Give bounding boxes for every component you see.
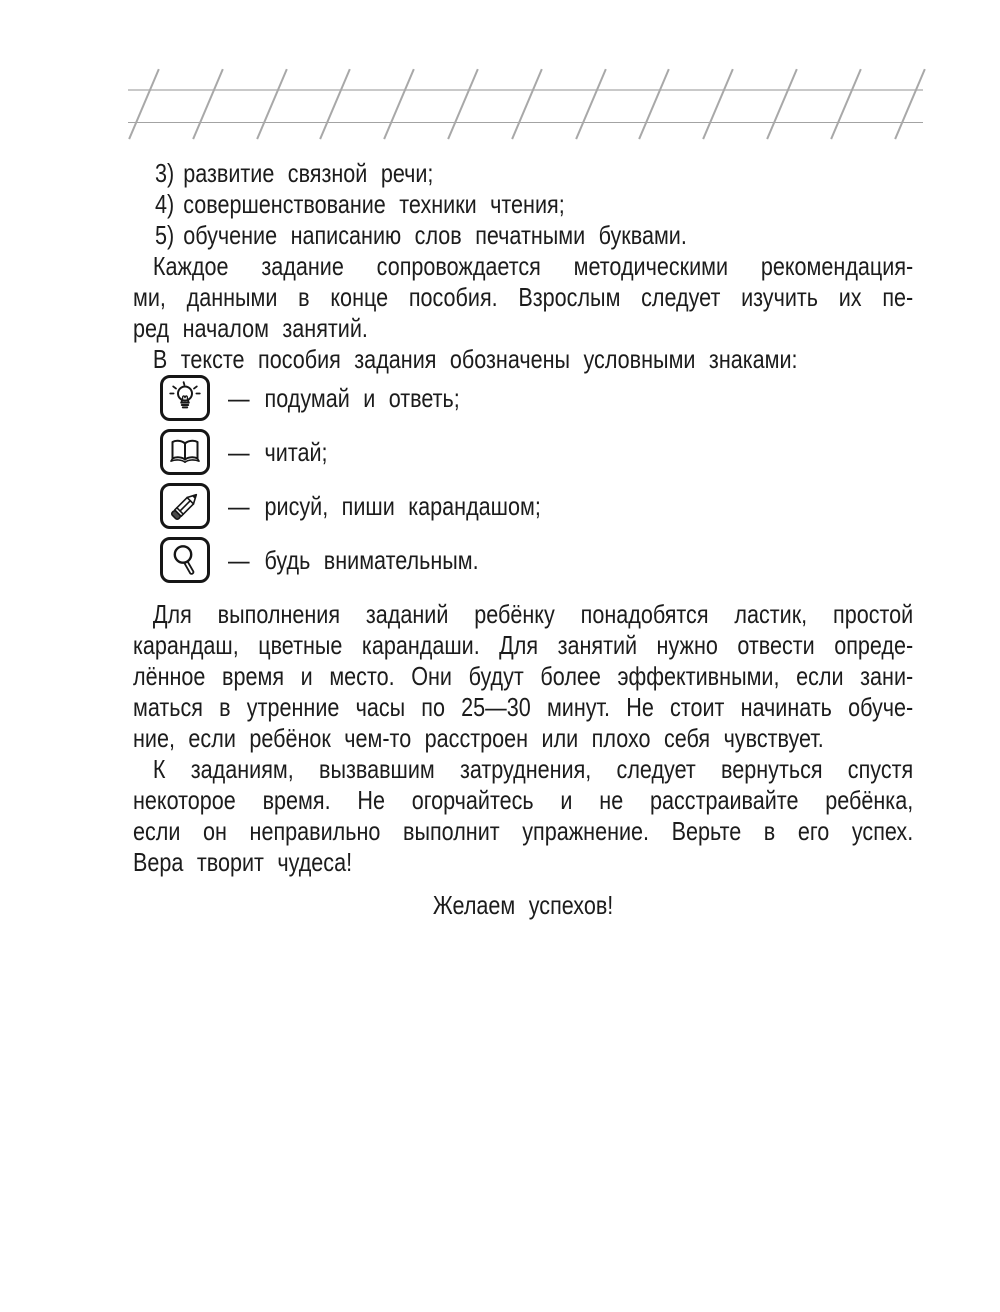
- handwriting-ruling: [128, 68, 923, 140]
- closing-wish: Желаем успехов!: [432, 890, 614, 920]
- legend-label: подумай и ответь;: [264, 382, 460, 413]
- page-text: [133, 158, 913, 921]
- legend-entry: [228, 491, 541, 522]
- ruling-slash: [830, 69, 861, 140]
- legend-dash: —: [228, 436, 250, 467]
- paragraph-preparation: [133, 599, 913, 754]
- list-item-number: 3): [155, 158, 175, 188]
- ruling-slash: [128, 69, 159, 140]
- ruling-slash: [383, 69, 414, 140]
- ruling-slash: [511, 69, 542, 140]
- paragraph-line: маться в утренние часы по 25—30 минут. Не стоит начинать обуче-: [133, 692, 914, 722]
- legend-entry: [228, 383, 460, 414]
- lightbulb-icon-box: [160, 375, 210, 421]
- ruling-slash: [702, 69, 733, 140]
- ruling-line-bottom: [128, 122, 923, 123]
- paragraph-line: если он неправильно выполнит упражнение. Верьте в его успех.: [133, 816, 914, 846]
- symbols-legend: [133, 375, 913, 583]
- list-item-number: 4): [155, 189, 175, 219]
- legend-entry: [228, 437, 328, 468]
- ruling-slash: [447, 69, 478, 140]
- list-item: [155, 158, 935, 189]
- ruling-slash: [575, 69, 606, 140]
- pencil-icon: [165, 487, 205, 525]
- legend-dash: —: [228, 382, 250, 413]
- magnifier-icon: [165, 541, 205, 579]
- legend-row-draw: [133, 483, 913, 529]
- legend-label: читай;: [264, 436, 328, 467]
- legend-entry: [228, 545, 479, 576]
- legend-dash: —: [228, 490, 250, 521]
- list-item: [155, 220, 935, 251]
- legend-label: рисуй, пиши карандашом;: [264, 490, 541, 521]
- legend-intro-line: В тексте пособия задания обозначены условными знаками:: [152, 344, 798, 374]
- paragraph-methodical: [133, 251, 913, 344]
- list-item-text: совершенствование техники чтения;: [183, 189, 565, 219]
- list-item-number: 5): [155, 220, 175, 250]
- ruling-slash: [639, 69, 670, 140]
- list-item-text: развитие связной речи;: [183, 158, 434, 188]
- paragraph-line: ред началом занятий.: [133, 313, 368, 343]
- paragraph-line: ние, если ребёнок чем-то расстроен или плохо себя чувствует.: [133, 723, 824, 753]
- list-item-text: обучение написанию слов печатными буквами.: [183, 220, 687, 250]
- paragraph-line: Вера творит чудеса!: [133, 847, 353, 877]
- ruling-slash: [894, 69, 925, 140]
- ruling-slash: [320, 69, 351, 140]
- numbered-list: [133, 158, 913, 251]
- paragraph-line: некоторое время. Не огорчайтесь и не расстраивайте ребёнка,: [133, 785, 914, 815]
- ruling-slash: [766, 69, 797, 140]
- list-item: [155, 189, 935, 220]
- paragraph-line: Каждое задание сопровождается методическими рекомендация-: [152, 251, 914, 281]
- ruling-slash: [256, 69, 287, 140]
- legend-row-think: [133, 375, 913, 421]
- ruling-line-top: [128, 89, 923, 91]
- paragraph-line: карандаш, цветные карандаши. Для занятий нужно отвести опреде-: [133, 630, 914, 660]
- paragraph-line: К заданиям, вызвавшим затруднения, следует вернуться спустя: [152, 754, 914, 784]
- paragraph-line: лённое время и место. Они будут более эффективными, если зани-: [133, 661, 914, 691]
- pencil-icon-box: [160, 483, 210, 529]
- open-book-icon-box: [160, 429, 210, 475]
- paragraph-line: Для выполнения заданий ребёнку понадобятся ластик, простой: [152, 599, 914, 629]
- paragraph-line: ми, данными в конце пособия. Взрослым следует изучить их пе-: [133, 282, 914, 312]
- legend-row-read: [133, 429, 913, 475]
- open-book-icon: [165, 433, 205, 471]
- magnifier-icon-box: [160, 537, 210, 583]
- legend-label: будь внимательным.: [264, 544, 479, 575]
- lightbulb-icon: [165, 379, 205, 417]
- legend-row-attention: [133, 537, 913, 583]
- ruling-slash: [192, 69, 223, 140]
- paragraph-encouragement: [133, 754, 913, 878]
- legend-dash: —: [228, 544, 250, 575]
